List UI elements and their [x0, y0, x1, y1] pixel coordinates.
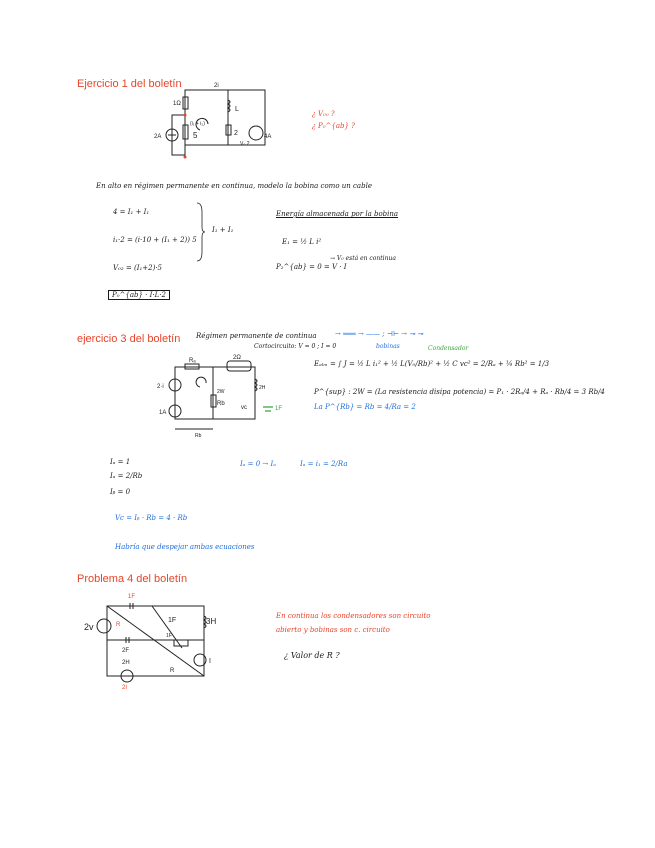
p4-label-v: 2v: [84, 622, 94, 632]
ex3-label-i1: 1A: [159, 410, 167, 416]
p4-label-k: R: [170, 668, 175, 674]
p4-label-c2: 2F: [122, 648, 130, 654]
ex1-label-r1: 1Ω: [173, 101, 181, 107]
ex1-label-src: 2A: [154, 134, 162, 140]
ex1-energy-eq: E₁ = ½ L i²: [282, 238, 322, 246]
ex1-label-i4: 4A: [264, 134, 272, 140]
ex3-label-cap: 1F: [275, 406, 283, 412]
ex3-label-src: 2·i: [157, 384, 164, 390]
ex3-energy-eq: Eₐₗₘ = ∫ J = ½ L i₁² + ½ L(V₀/Rb)² + ½ C vc² = 2/Rₐ + ¼ Rb² = 1/3: [314, 360, 550, 368]
ex1-label-r2: 2: [234, 130, 238, 137]
ex3-vc-eq: Vc = Iᵦ · Rb = 4 · Rb: [115, 514, 188, 522]
ex1-label-l: L: [235, 106, 239, 113]
ex1-power-note: → V₀ está en continua: [330, 255, 396, 262]
ex1-eq2: i₁·2 = (i·10 + (I₁ + 2)) 5: [113, 236, 197, 244]
ex1-intro: En alto en régimen permanente en continua, modelo la bobina como un cable: [96, 182, 372, 190]
p4-note1: En continua los condensadores son circuito: [276, 612, 431, 620]
ex1-power-eq: P₂^{ab} = 0 = V · I: [276, 263, 347, 271]
ex1-label-r5: 5: [193, 131, 198, 140]
ex3-condensador-label: Condensador: [428, 345, 469, 352]
ex3-short-note: Cortocircuito: V = 0 ; I = 0: [254, 343, 337, 350]
ex1-brace: [196, 202, 206, 262]
ex3-regime: Régimen permanente de continua: [196, 332, 317, 340]
ex3-arrow-note: → ═══ → —— ; ⊣⊢ → ⊸ ⊸: [335, 330, 424, 338]
ex3-bobinas-label: bobinas: [376, 343, 400, 350]
ex1-question: ¿ V₀₀ ?: [312, 110, 335, 118]
ex3-power-eq: P^{sup} : 2W = (La resistencia disipa potencia) = P₁ · 2Rₐ/4 + Rₐ · Rb/4 = 3 Rb/4: [314, 388, 605, 396]
ex3-header: ejercicio 3 del boletín: [77, 333, 181, 345]
ex3-label-r: Rₐ: [189, 358, 196, 364]
ex3-note: Habría que despejar ambas ecuaciones: [115, 543, 255, 551]
p4-label-i: I: [209, 658, 211, 665]
p4-label-h1: 3H: [206, 617, 217, 626]
p4-circuit: [82, 588, 217, 693]
ex3-left-eq-2: Iₐ = 2/Rb: [110, 472, 143, 480]
ex1-label-vs: V₀ 2: [240, 141, 250, 147]
ex3-label-l2: 2Ω: [233, 355, 241, 361]
ex1-label-il: (i₁ + i₂): [190, 121, 205, 127]
ex1-energy-title: Energía almacenada por la bobina: [276, 210, 399, 218]
ex1-header: Ejercicio 1 del boletín: [77, 78, 182, 90]
ex1-eq1: 4 = I₁ + I₁: [113, 208, 150, 216]
ex3-left-eq-1: Iₐ = 1: [110, 458, 131, 466]
p4-label-bottom: 2I: [122, 685, 128, 691]
ex3-label-ref: Rb: [195, 433, 202, 439]
ex3-circuit: [155, 355, 285, 440]
p4-label-mid: 1F: [166, 633, 172, 639]
ex1-label-top: 2i: [214, 83, 219, 89]
ex3-mid-eq1: Iₐ = 0 → Iₐ: [240, 460, 276, 468]
ex3-label-vc: vc: [241, 405, 247, 411]
ex1-brace-result: I₁ + I₁: [212, 226, 234, 234]
p4-label-r: R: [116, 622, 121, 628]
p4-label-h2: 2H: [122, 660, 130, 666]
ex3-label-rb: Rb: [217, 401, 225, 407]
ex3-blue-eq: La P^{Rb} = Rb = 4/Ra = 2: [314, 403, 416, 411]
p4-question: ¿ Valor de R ?: [284, 651, 340, 660]
ex3-left-eq-3: Iᵦ = 0: [110, 488, 131, 496]
p4-label-c1: 1F: [128, 594, 136, 600]
ex3-mid-eq2: Iₐ = i₁ = 2/Ra: [300, 460, 348, 468]
p4-header: Problema 4 del boletín: [77, 573, 188, 585]
p4-label-l1: 1F: [168, 617, 177, 624]
p4-note2: abierto y bobinas son c. circuito: [276, 626, 390, 634]
ex1-eq3: V₀₂ = (I₁+2)·5: [113, 264, 163, 272]
ex3-label-k: 2W: [217, 389, 225, 395]
ex1-boxed-result: P₀^{ab} · I·L·2: [108, 290, 170, 300]
ex1-circuit: [150, 75, 280, 170]
ex1-question2: ¿ P₀^{ab} ?: [312, 122, 355, 130]
ex3-label-l: 2H: [259, 385, 266, 391]
